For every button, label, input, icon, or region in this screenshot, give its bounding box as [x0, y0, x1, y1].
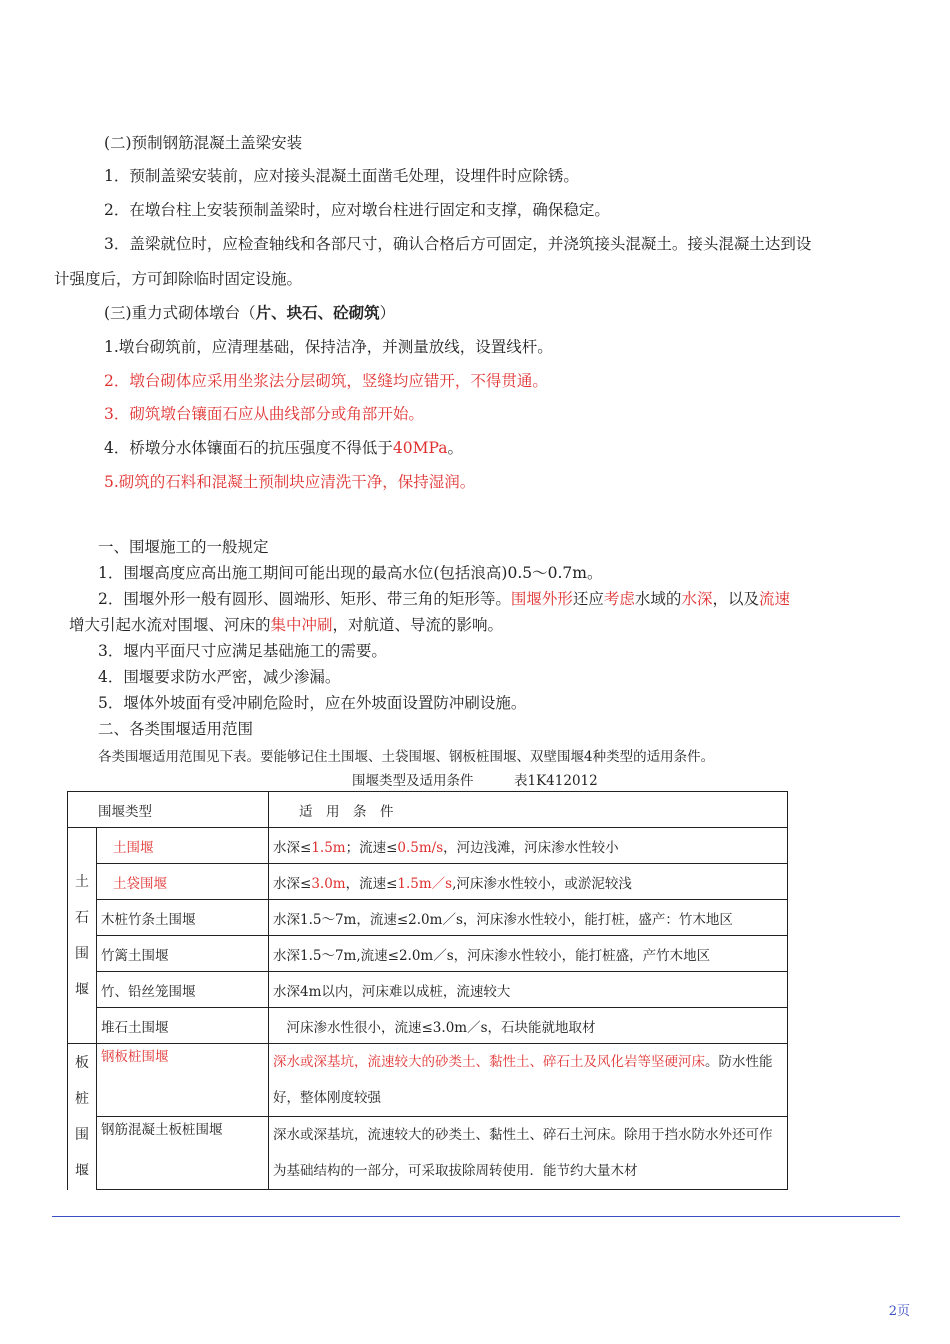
table-cell-type: 堆石土围堰	[97, 1008, 269, 1044]
table-cell-type: 土围堰	[97, 828, 269, 864]
list-item: 3．盖梁就位时，应检查轴线和各部尺寸，确认合格后方可固定，并浇筑接头混凝土。接头混凝土达到设	[104, 235, 812, 253]
footer-divider	[52, 1216, 900, 1217]
page-number: 2页	[888, 1304, 910, 1319]
table-cell-conditions: 深水或深基坑，流速较大的砂类土、黏性土、碎石土及风化岩等坚硬河床。防水性能好，整体刚度较强	[269, 1044, 788, 1117]
table-row	[68, 900, 788, 936]
table-cell-type: 竹篱土围堰	[97, 936, 269, 972]
list-item: 3．堰内平面尺寸应满足基础施工的需要。	[98, 642, 387, 660]
table-header-row	[68, 792, 788, 828]
table-cell-type: 钢板桩围堰	[97, 1044, 269, 1117]
list-item-continued: 增大引起水流对围堰、河床的集中冲刷，对航道、导流的影响。	[69, 616, 504, 634]
table-row	[68, 1044, 788, 1117]
list-item-continued: 计强度后，方可卸除临时固定设施。	[54, 270, 303, 288]
list-item: 2．围堰外形一般有圆形、圆端形、矩形、带三角的矩形等。围堰外形还应考虑水域的水深，以及流速	[98, 590, 790, 608]
table-row	[68, 864, 788, 900]
section-title-precast-beam: (二)预制钢筋混凝土盖梁安装	[104, 134, 303, 152]
table-caption: 围堰类型及适用条件 表1K412012	[352, 773, 598, 789]
section-title-weir-rules: 一、围堰施工的一般规定	[98, 538, 269, 556]
table-cell-conditions: 河床渗水性很小，流速≤3.0m／s，石块能就地取材	[269, 1008, 788, 1044]
list-item: 1．预制盖梁安装前，应对接头混凝土面凿毛处理，设埋件时应除锈。	[104, 167, 579, 185]
list-item-highlight: 5.砌筑的石料和混凝土预制块应清洗干净，保持湿润。	[104, 473, 476, 491]
section-title-weir-scope: 二、各类围堰适用范围	[98, 720, 254, 738]
table-cell-conditions: 水深≤3.0m，流速≤1.5m／s,河床渗水性较小，或淤泥较浅	[269, 864, 788, 900]
table-header-conditions: 适 用 条 件	[269, 792, 788, 828]
list-item-highlight: 2．墩台砌体应采用坐浆法分层砌筑，竖缝均应错开，不得贯通。	[104, 372, 548, 390]
table-row	[68, 936, 788, 972]
note-text: 各类围堰适用范围见下表。要能够记住土围堰、土袋围堰、钢板桩围堰、双壁围堰4种类型的适用条件。	[98, 749, 715, 765]
table-row	[68, 828, 788, 864]
group-label-earth-rock-weir: 土 石 围 堰	[68, 828, 97, 1044]
weir-type-table	[67, 791, 788, 1190]
table-row	[68, 972, 788, 1008]
table-cell-type: 竹、铅丝笼围堰	[97, 972, 269, 1008]
section-title-masonry-pier: (三)重力式砌体墩台（片、块石、砼砌筑）	[104, 303, 396, 322]
list-item: 4．桥墩分水体镶面石的抗压强度不得低于40MPa。	[104, 439, 463, 457]
table-cell-conditions: 深水或深基坑，流速较大的砂类土、黏性土、碎石土河床。除用于挡水防水外还可作为基础结构的一部分，可采取拔除周转使用．能节约大量木材	[269, 1117, 788, 1190]
list-item: 1.墩台砌筑前，应清理基础，保持洁净，并测量放线，设置线杆。	[104, 338, 553, 356]
list-item: 2．在墩台柱上安装预制盖梁时，应对墩台柱进行固定和支撑，确保稳定。	[104, 201, 610, 219]
table-cell-type: 木桩竹条土围堰	[97, 900, 269, 936]
table-cell-conditions: 水深4m以内，河床难以成桩，流速较大	[269, 972, 788, 1008]
table-cell-type: 钢筋混凝土板桩围堰	[97, 1117, 269, 1190]
list-item: 4．围堰要求防水严密，减少渗漏。	[98, 668, 341, 686]
list-item: 1．围堰高度应高出施工期间可能出现的最高水位(包括浪高)0.5～0.7m。	[98, 564, 603, 582]
table-cell-conditions: 水深1.5～7m,流速≤2.0m／s，河床渗水性较小，能打桩盛，产竹木地区	[269, 936, 788, 972]
list-item: 5．堰体外坡面有受冲刷危险时，应在外坡面设置防冲刷设施。	[98, 694, 527, 712]
table-cell-type: 土袋围堰	[97, 864, 269, 900]
list-item-highlight: 3．砌筑墩台镶面石应从曲线部分或角部开始。	[104, 405, 424, 423]
table-row	[68, 1117, 788, 1190]
group-label-sheet-pile-weir: 板 桩 围 堰	[68, 1044, 97, 1190]
table-cell-conditions: 水深≤1.5m；流速≤0.5m/s，河边浅滩，河床渗水性较小	[269, 828, 788, 864]
table-row	[68, 1008, 788, 1044]
table-header-type: 围堰类型	[68, 792, 269, 828]
table-cell-conditions: 水深1.5～7m，流速≤2.0m／s，河床渗水性较小，能打桩，盛产：竹木地区	[269, 900, 788, 936]
